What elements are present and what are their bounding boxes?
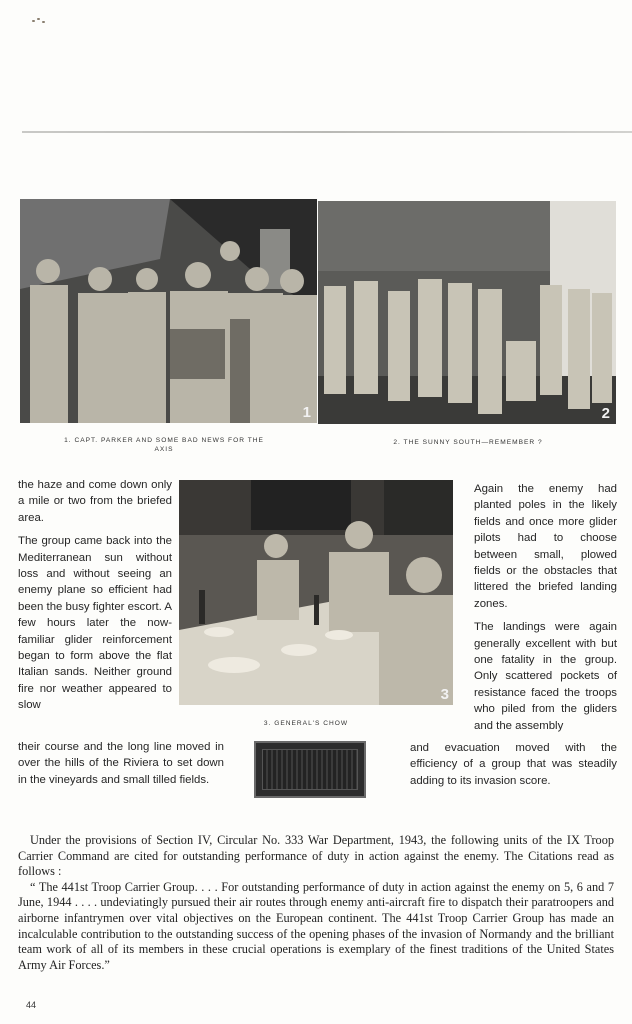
citation-intro: Under the provisions of Section IV, Circular No. 333 War Department, 1943, the following units of the IX Troop Carrier Command are cited for outstanding performance of duty in action against the enemy. The Citations read as follows : bbox=[18, 833, 614, 879]
decorative-plaque bbox=[254, 741, 366, 798]
photo-sunny-south bbox=[318, 201, 616, 424]
paragraph: their course and the long line moved in over the hills of the Riviera to set down in the vineyards and small tilled fields. bbox=[18, 741, 224, 786]
paper-speck bbox=[32, 18, 46, 24]
unit-citation bbox=[18, 833, 614, 973]
left-column-continued bbox=[18, 739, 224, 788]
photo-number: 3 bbox=[440, 686, 449, 703]
paragraph: Again the enemy had planted poles in the likely fields and once more glider pilots had to choose between small, plowed fields or the obstacles that littered the briefed landing zones. bbox=[474, 483, 617, 610]
photo-number: 2 bbox=[601, 405, 610, 422]
right-column bbox=[474, 481, 617, 734]
paragraph: the haze and come down only a mile or two from the briefed area. bbox=[18, 479, 172, 524]
paragraph: The landings were again generally excellent with but one fatality in the group. Only scattered pockets of resistance faced the troops who piled from the gliders and the assembly bbox=[474, 621, 617, 732]
photo-caption: 1. CAPT. PARKER AND SOME BAD NEWS FOR THE AXIS bbox=[64, 437, 264, 453]
photo-number: 1 bbox=[302, 404, 311, 421]
page-divider bbox=[22, 131, 632, 133]
paragraph: The group came back into the Mediterranean sun without loss and without seeing an enemy plane so efficient had been the busy fighter escort. A few hours later the now-familiar glider reinforcement began to form above the flat Italian sands. Neither ground fire nor weather appeared to slow bbox=[18, 535, 172, 712]
citation-quote: “ The 441st Troop Carrier Group. . . . For outstanding performance of duty in action against the enemy on 5, 6 and 7 June, 1944 . . . . undeviatingly pursued their air routes through enemy anti-aircraft fire to dispatch their paratroopers and airborne infantrymen over vital objectives on the European continent. The 441st Troop Carrier Group has made an incalculable contribution to the outstanding success of the opening phases of the invasion of Normandy and the brilliant team work of all of its members in these crucial operations is exemplary of the finest traditions of the United States Army Air Forces.” bbox=[18, 879, 614, 972]
paragraph: and evacuation moved with the efficiency of a group that was steadily adding to its invasion score. bbox=[410, 742, 617, 787]
photo-generals-chow bbox=[179, 480, 453, 705]
photo-caption: 3. GENERAL'S CHOW bbox=[263, 720, 349, 727]
page-number: 44 bbox=[26, 1000, 37, 1010]
photo-parker-group bbox=[20, 199, 317, 423]
left-column bbox=[18, 477, 172, 714]
right-column-continued bbox=[410, 740, 617, 789]
photo-caption: 2. THE SUNNY SOUTH—REMEMBER ? bbox=[393, 439, 543, 446]
